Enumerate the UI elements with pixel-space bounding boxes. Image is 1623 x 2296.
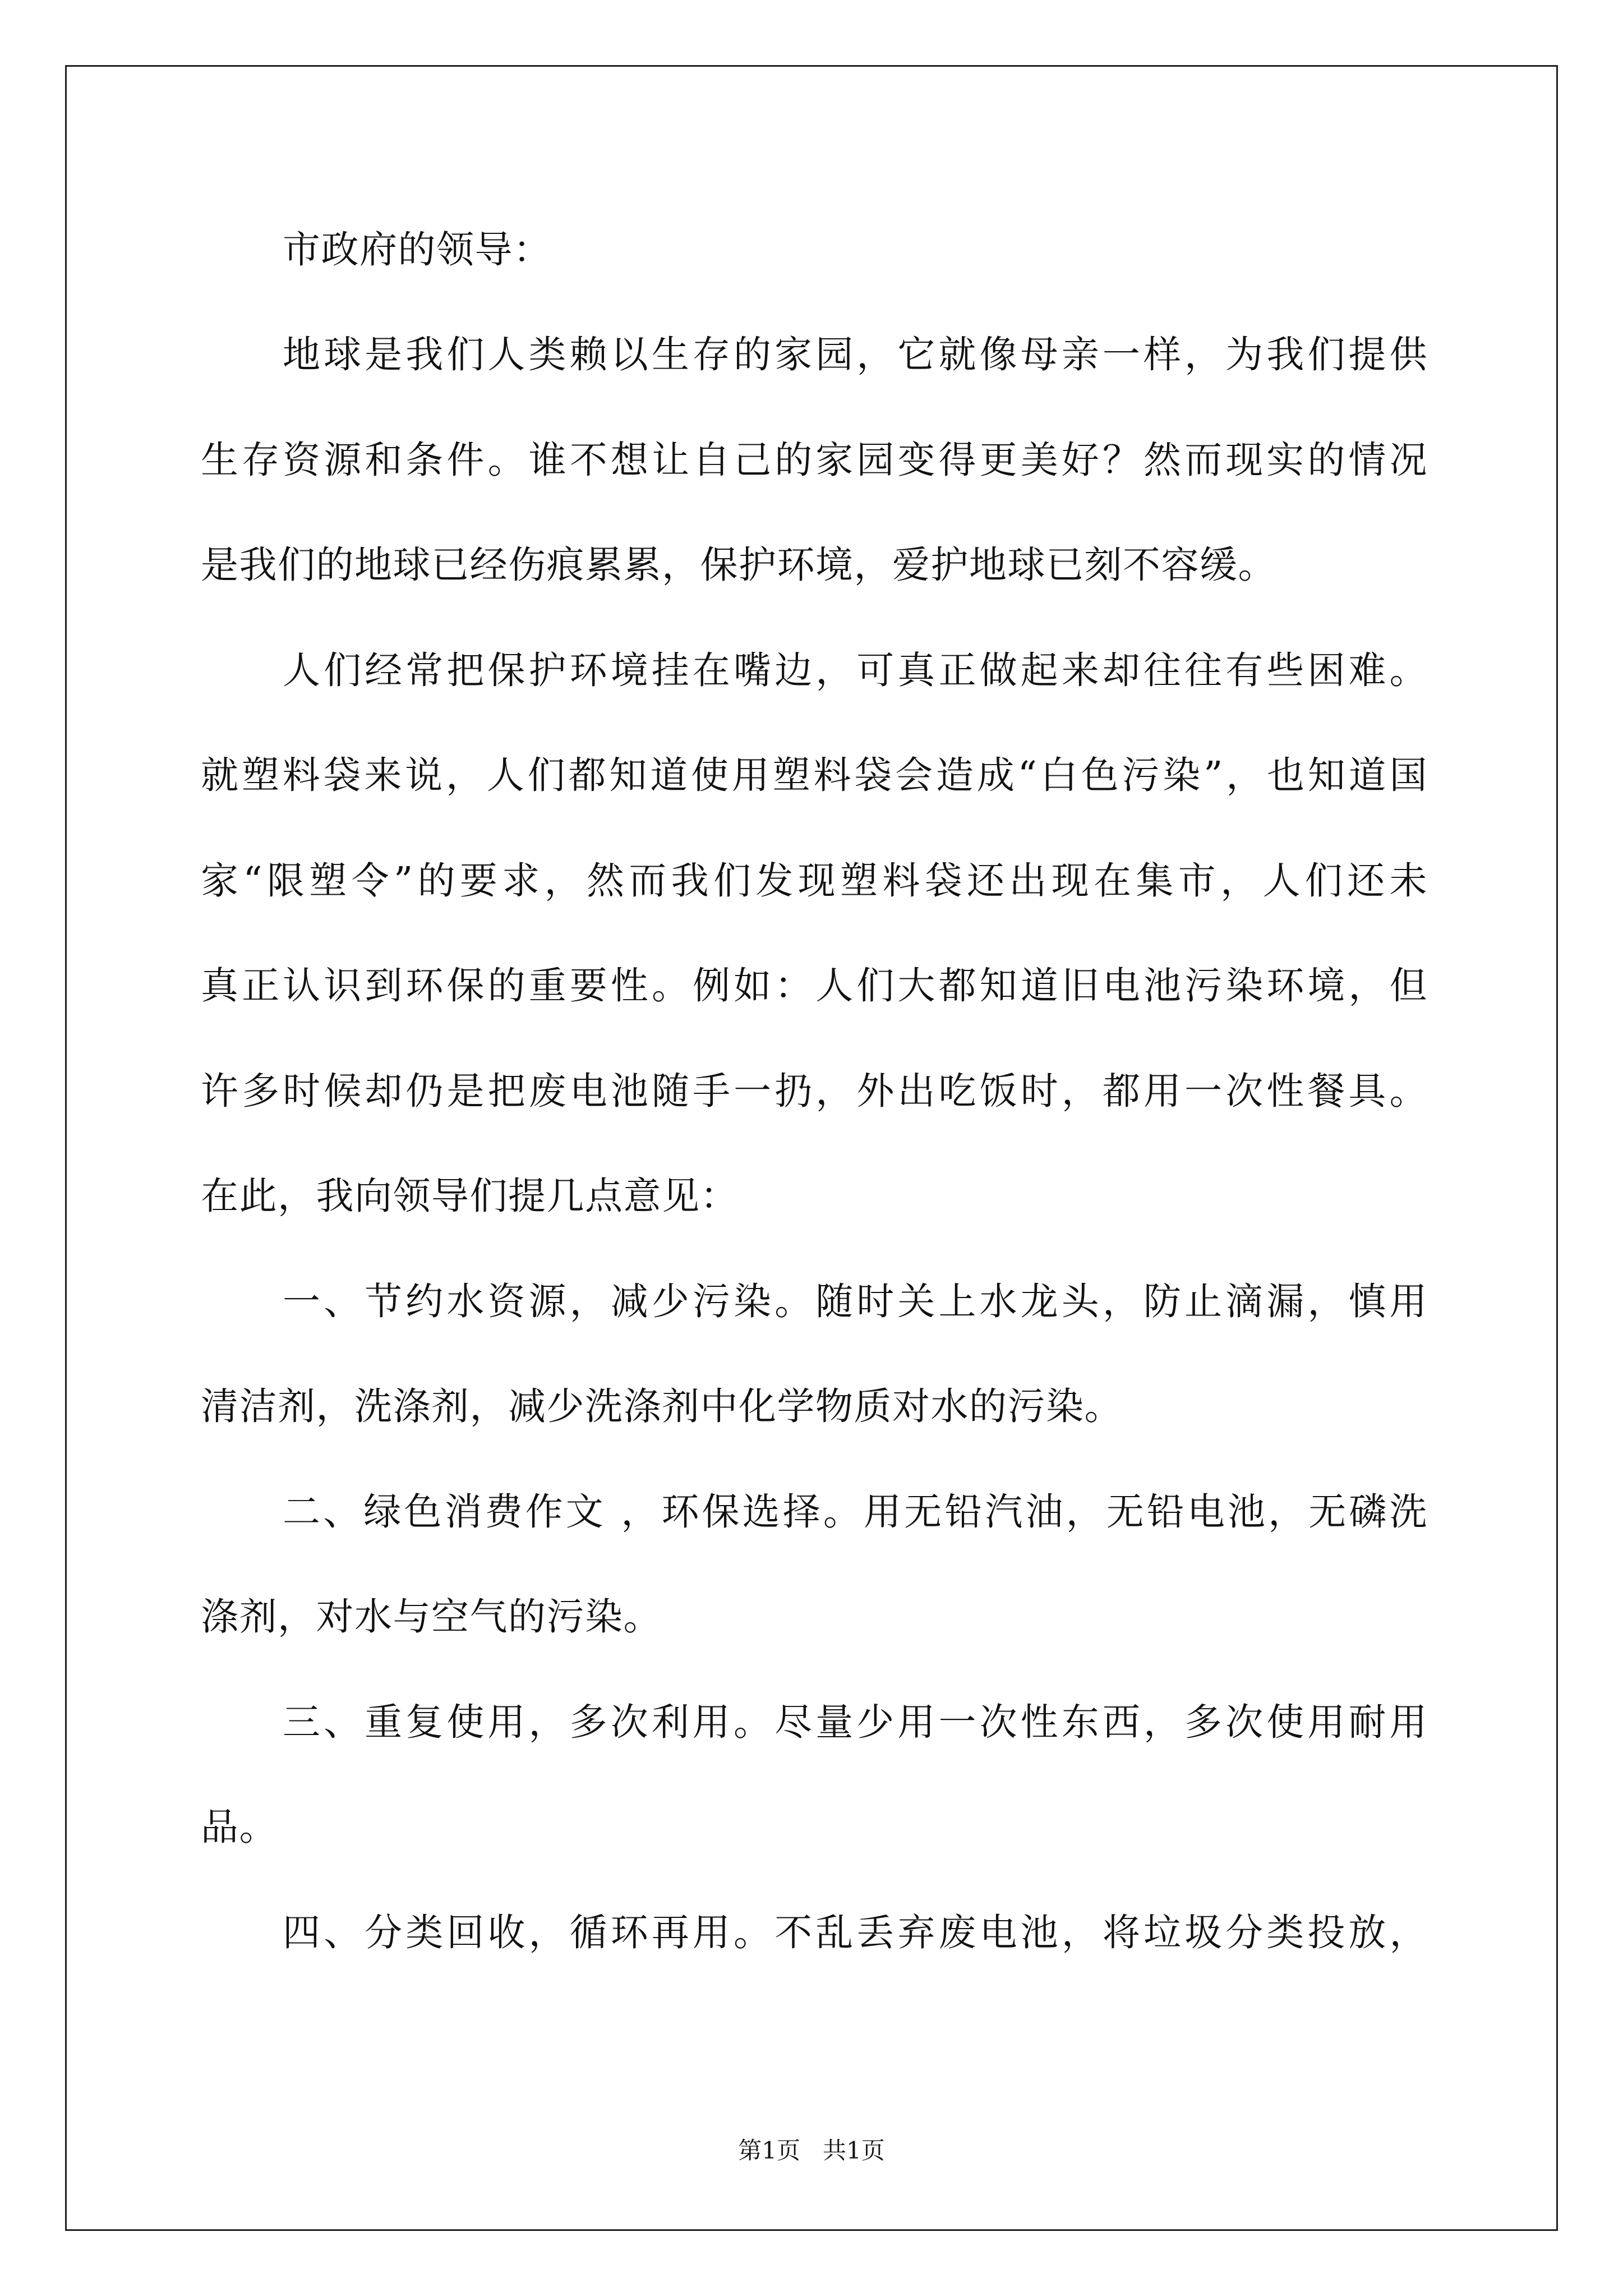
paragraph-1-line-3: 是我们的地球已经伤痕累累，保护环境，爱护地球已刻不容缓。	[201, 543, 1276, 587]
paragraph-2-line-3: 家“限塑令”的要求，然而我们发现塑料袋还出现在集市，人们还未	[201, 859, 1428, 903]
suggestion-3-line-1: 三、重复使用，多次利用。尽量少用一次性东西，多次使用耐用	[283, 1700, 1428, 1744]
suggestion-2-line-2: 涤剂，对水与空气的污染。	[201, 1595, 662, 1639]
suggestion-1-line-1: 一、节约水资源，减少污染。随时关上水龙头，防止滴漏，慎用	[283, 1280, 1428, 1323]
page-border	[65, 65, 1558, 2231]
salutation: 市政府的领导：	[283, 228, 552, 272]
suggestion-3-line-2: 品。	[201, 1805, 278, 1849]
page-number: 第1页	[738, 2137, 800, 2164]
suggestion-2-line-1: 二、绿色消费作文 ，环保选择。用无铅汽油，无铅电池，无磷洗	[283, 1490, 1428, 1534]
page-footer	[0, 2135, 1623, 2166]
suggestion-4-line-1: 四、分类回收，循环再用。不乱丢弃废电池，将垃圾分类投放，	[283, 1911, 1428, 1954]
paragraph-2-line-6: 在此，我向领导们提几点意见：	[201, 1174, 739, 1218]
paragraph-2-line-5: 许多时候却仍是把废电池随手一扔，外出吃饭时，都用一次性餐具。	[201, 1069, 1428, 1113]
paragraph-2-line-2: 就塑料袋来说，人们都知道使用塑料袋会造成“白色污染”，也知道国	[201, 753, 1428, 797]
paragraph-1-line-1: 地球是我们人类赖以生存的家园，它就像母亲一样，为我们提供	[283, 333, 1428, 376]
paragraph-2-line-1: 人们经常把保护环境挂在嘴边，可真正做起来却往往有些困难。	[283, 648, 1428, 692]
suggestion-1-line-2: 清洁剂，洗涤剂，减少洗涤剂中化学物质对水的污染。	[201, 1384, 1123, 1428]
page-total: 共1页	[823, 2137, 885, 2164]
paragraph-1-line-2: 生存资源和条件。谁不想让自己的家园变得更美好？然而现实的情况	[201, 438, 1428, 482]
paragraph-2-line-4: 真正认识到环保的重要性。例如：人们大都知道旧电池污染环境，但	[201, 964, 1428, 1007]
